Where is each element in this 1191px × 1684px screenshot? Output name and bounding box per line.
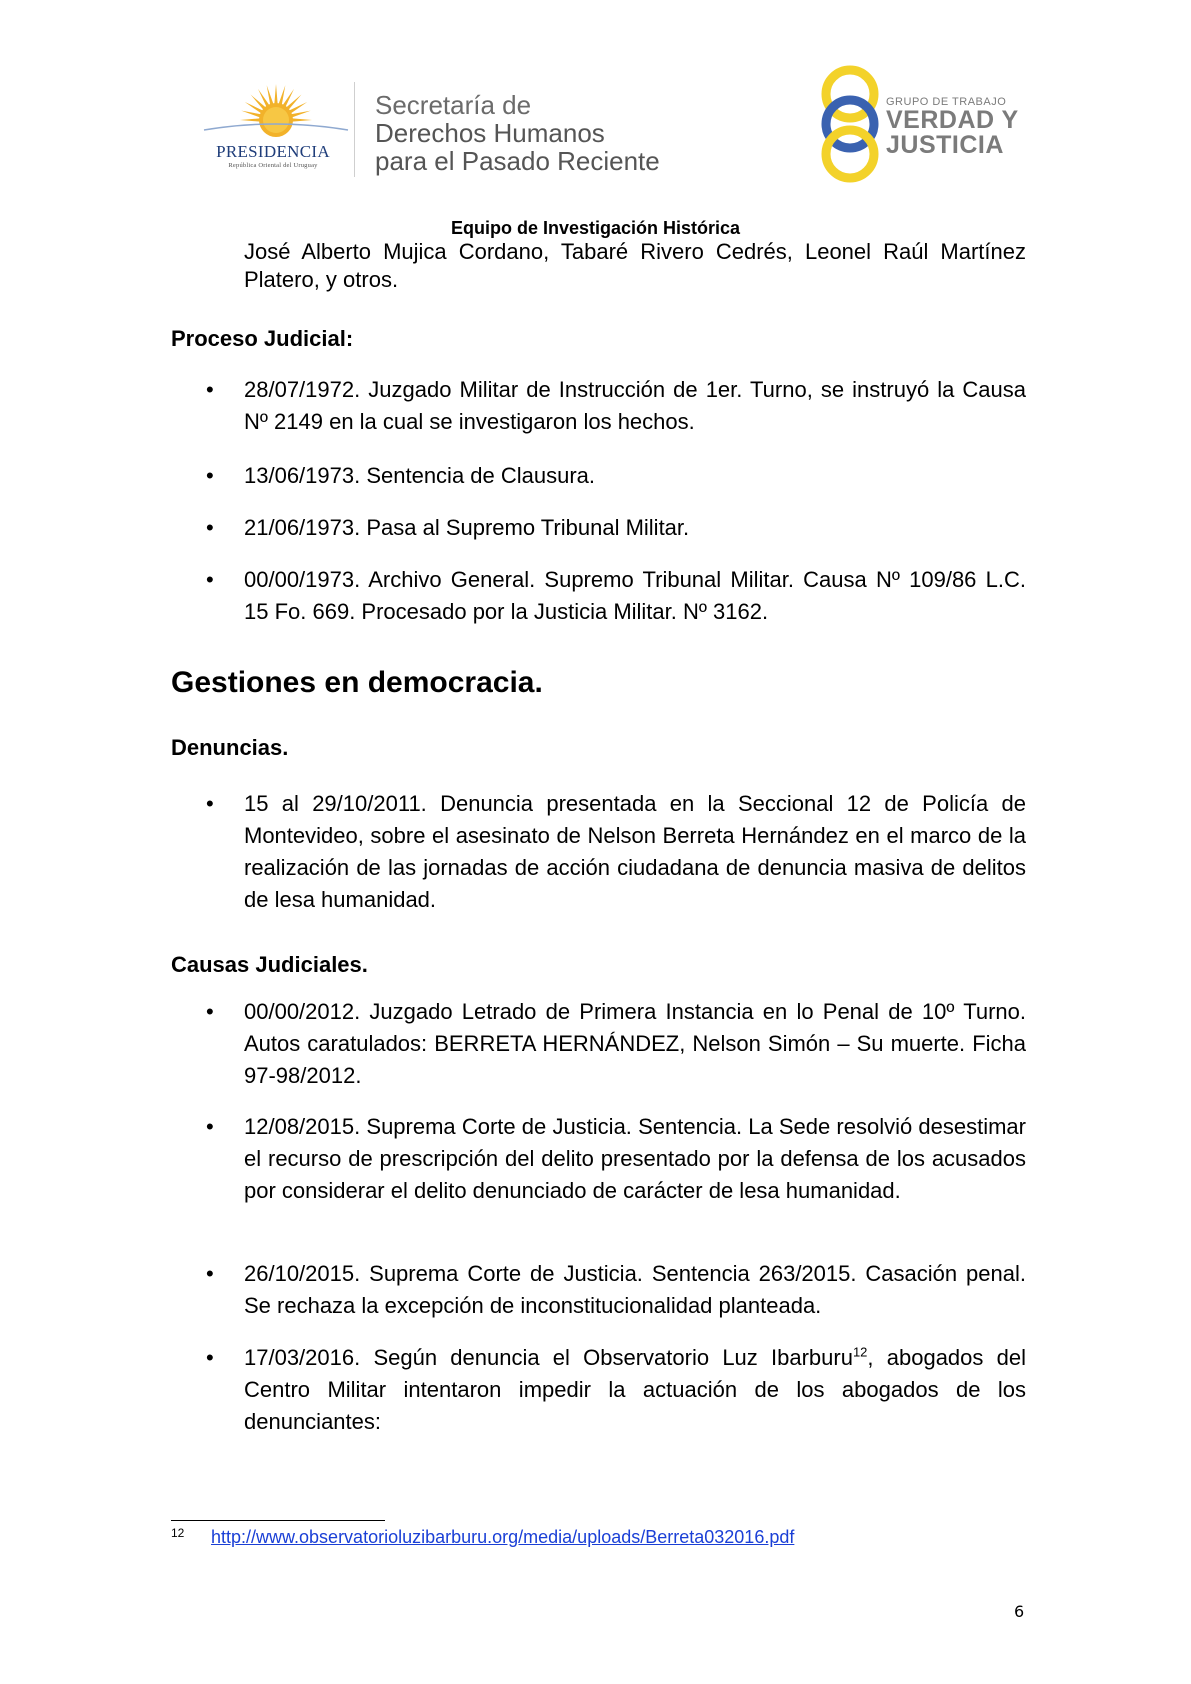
list-item-text-start: 17/03/2016. Según denuncia el Observatorio Luz Ibarburu [244, 1345, 853, 1370]
team-title: Equipo de Investigación Histórica [450, 218, 741, 238]
grupo-trabajo-rings-logo [810, 64, 890, 184]
bullet-icon: • [206, 377, 214, 402]
bullet-icon: • [206, 1261, 214, 1286]
continuation-paragraph: José Alberto Mujica Cordano, Tabaré Rivero Cedrés, Leonel Raúl Martínez Platero, y otros. [244, 239, 1026, 292]
list-item-text: 15 al 29/10/2011. Denuncia presentada en la Seccional 12 de Policía de Montevideo, sobre el asesinato de Nelson Berreta Hernández en el marco de la realización de las jornadas de acción ciudadana de denuncia masiva de delitos de lesa humanidad. [244, 791, 1026, 912]
list-item-text: 00/00/1973. Archivo General. Supremo Tribunal Militar. Causa Nº 109/86 L.C. 15 Fo. 669. Procesado por la Justicia Militar. Nº 3162. [244, 567, 1026, 624]
gt-line-3: JUSTICIA [886, 131, 1004, 159]
footnote-number: 12 [171, 1526, 185, 1540]
secretaria-line-3: para el Pasado Reciente [375, 146, 660, 176]
causas-heading: Causas Judiciales. [171, 952, 368, 977]
list-item-text: 26/10/2015. Suprema Corte de Justicia. Sentencia 263/2015. Casación penal. Se rechaza la excepción de inconstitucionalidad planteada. [244, 1261, 1026, 1318]
bullet-icon: • [206, 999, 214, 1024]
footnote-link[interactable]: http://www.observatorioluzibarburu.org/media/uploads/Berreta032016.pdf [211, 1527, 795, 1547]
list-item-text-end: , abogados del Centro Militar intentaron impedir la actuación de los abogados de los denunciantes: [244, 1345, 1026, 1434]
list-item-text: 00/00/2012. Juzgado Letrado de Primera Instancia en lo Penal de 10º Turno. Autos caratulados: BERRETA HERNÁNDEZ, Nelson Simón – Su muerte. Ficha 97-98/2012. [244, 999, 1026, 1088]
bullet-icon: • [206, 791, 214, 816]
header-divider [354, 82, 355, 177]
presidencia-label: PRESIDENCIA [216, 142, 330, 161]
bullet-icon: • [206, 515, 214, 540]
presidencia-sublabel: República Oriental del Uruguay [228, 162, 318, 169]
proceso-heading: Proceso Judicial: [171, 326, 354, 351]
page-number: 6 [1014, 1602, 1025, 1621]
list-item-text: 28/07/1972. Juzgado Militar de Instrucción de 1er. Turno, se instruyó la Causa Nº 2149 en la cual se investigaron los hechos. [244, 377, 1026, 434]
denuncias-heading: Denuncias. [171, 735, 289, 760]
list-item-text: 13/06/1973. Sentencia de Clausura. [244, 463, 596, 488]
bullet-icon: • [206, 1345, 214, 1370]
footnote-ref: 12 [852, 1344, 868, 1360]
secretaria-title [375, 91, 660, 175]
gt-line-1: GRUPO DE TRABAJO [886, 96, 1007, 108]
gestiones-heading: Gestiones en democracia. [171, 666, 543, 699]
secretaria-line-2: Derechos Humanos [375, 118, 605, 148]
list-item-text: 12/08/2015. Suprema Corte de Justicia. Sentencia. La Sede resolvió desestimar el recurso de prescripción del delito presentado por la defensa de los acusados por considerar el delito denunciado de carácter de lesa humanidad. [244, 1114, 1026, 1203]
bullet-icon: • [206, 567, 214, 592]
secretaria-line-1: Secretaría de [375, 90, 532, 120]
page-header [0, 0, 1191, 220]
footnote-rule [171, 1520, 385, 1521]
list-item-text: 21/06/1973. Pasa al Supremo Tribunal Militar. [244, 515, 690, 540]
bullet-icon: • [206, 463, 214, 488]
list-item-text [244, 1342, 1026, 1438]
gt-line-2: VERDAD Y [886, 106, 1019, 134]
bullet-icon: • [206, 1114, 214, 1139]
grupo-trabajo-title [886, 96, 1019, 158]
